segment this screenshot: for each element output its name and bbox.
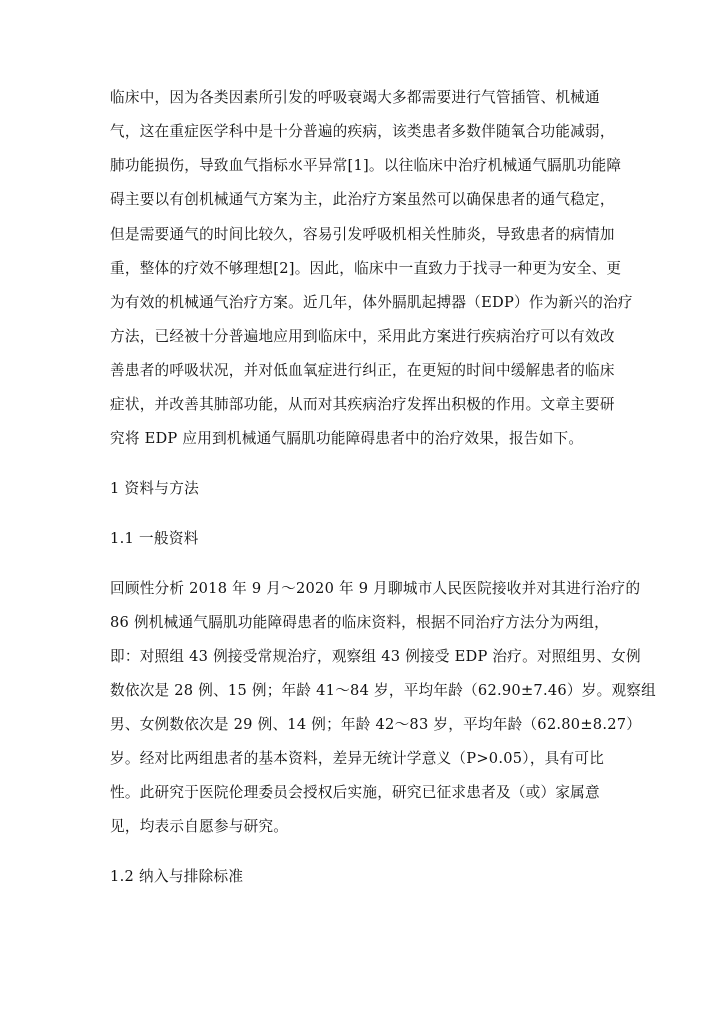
intro-line: 善患者的呼吸状况，并对低血氧症进行纠正，在更短的时间中缓解患者的临床 [110, 362, 615, 379]
intro-line: 重，整体的疗效不够理想[2]。因此，临床中一直致力于找寻一种更为安全、更 [110, 260, 622, 277]
intro-line: 气，这在重症医学科中是十分普遍的疾病，该类患者多数伴随氧合功能减弱， [110, 123, 615, 140]
section-heading: 1 资料与方法 [110, 480, 199, 497]
section-1-1-line: 男、女例数依次是 29 例、14 例；年龄 42～83 岁，平均年龄（62.80±8.27） [110, 716, 642, 733]
section-1-1-line: 岁。经对比两组患者的基本资料，差异无统计学意义（P>0.05），具有可比 [110, 750, 605, 767]
subsection-heading: 1.1 一般资料 [110, 530, 199, 547]
intro-line: 症状，并改善其肺部功能，从而对其疾病治疗发挥出积极的作用。文章主要研 [110, 396, 615, 413]
section-1-1-line: 回顾性分析 2018 年 9 月～2020 年 9 月聊城市人民医院接收并对其进行治疗的 [110, 580, 641, 597]
section-1-1-line: 即：对照组 43 例接受常规治疗，观察组 43 例接受 EDP 治疗。对照组男、女例 [110, 648, 641, 665]
intro-line: 方法，已经被十分普遍地应用到临床中，采用此方案进行疾病治疗可以有效改 [110, 328, 615, 345]
intro-line: 究将 EDP 应用到机械通气膈肌功能障碍患者中的治疗效果，报告如下。 [110, 430, 584, 447]
intro-line: 临床中，因为各类因素所引发的呼吸衰竭大多都需要进行气管插管、机械通 [110, 89, 600, 106]
section-1-1-line: 86 例机械通气膈肌功能障碍患者的临床资料，根据不同治疗方法分为两组， [110, 614, 609, 631]
section-1-1-line: 数依次是 28 例、15 例；年龄 41～84 岁，平均年龄（62.90±7.46）岁。观察组 [110, 682, 656, 699]
intro-line: 为有效的机械通气治疗方案。近几年，体外膈肌起搏器（EDP）作为新兴的治疗 [110, 294, 633, 311]
intro-line: 肺功能损伤，导致血气指标水平异常[1]。以往临床中治疗机械通气膈肌功能障 [110, 157, 622, 174]
intro-line: 但是需要通气的时间比较久，容易引发呼吸机相关性肺炎，导致患者的病情加 [110, 226, 615, 243]
section-1-1-line: 性。此研究于医院伦理委员会授权后实施，研究已征求患者及（或）家属意 [110, 784, 600, 801]
subsection-heading: 1.2 纳入与排除标准 [110, 868, 244, 885]
intro-line: 碍主要以有创机械通气方案为主，此治疗方案虽然可以确保患者的通气稳定， [110, 191, 615, 208]
section-1-1-line: 见，均表示自愿参与研究。 [110, 818, 289, 835]
